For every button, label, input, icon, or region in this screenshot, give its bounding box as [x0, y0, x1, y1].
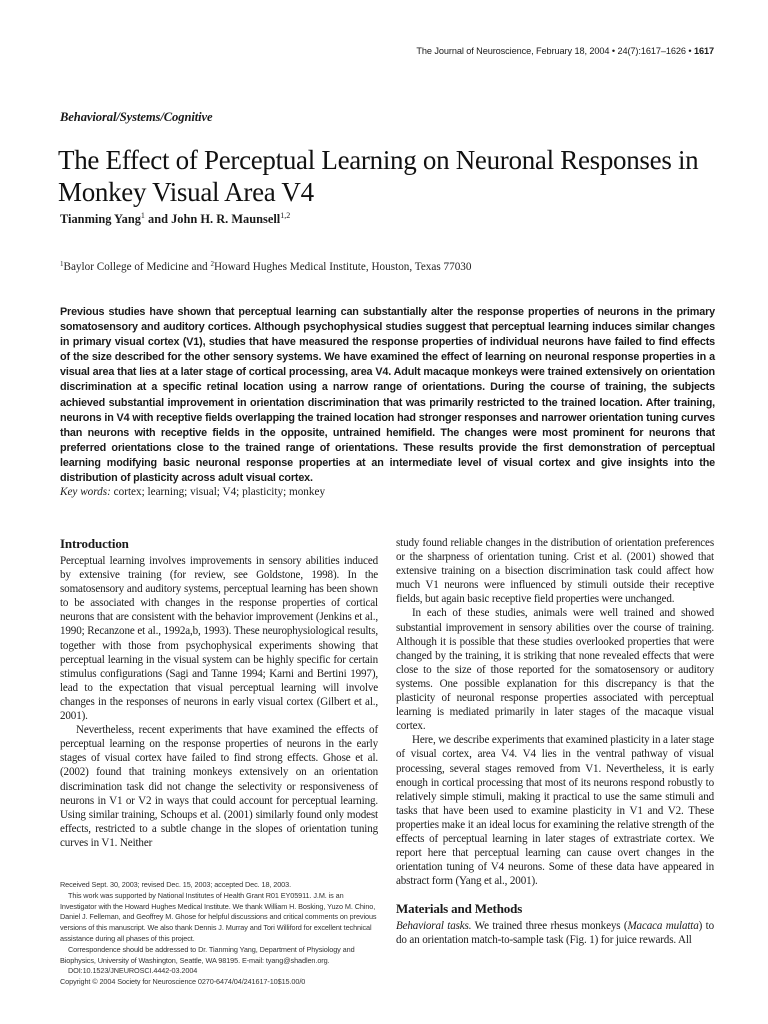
section-heading-methods: Materials and Methods [396, 901, 523, 917]
doi: DOI:10.1523/JNEUROSCI.4442-03.2004 [68, 966, 198, 976]
keywords-text: cortex; learning; visual; V4; plasticity; monkey [110, 486, 326, 498]
author-affil-sup: 1 [140, 211, 145, 220]
author-conjunction: and [144, 212, 172, 226]
paragraph: Perceptual learning involves improvements in sensory abilities induced by extensive training (for review, see Goldstone, 1998). In the somatosensory and auditory systems, perceptual learning has been shown to be associated with changes in the response properties of cortical neurons that are consistent with the behavior improvement (Jenkins et al., 1990; Recanzone et al., 1992a,b, 1993). These neurophysiological results, together with those from psychophysical experiments showing that perceptual learning in the visual system can be highly specific for certain stimulus configurations (Sagi and Tanne 1994; Karni and Bertini 1997), lead to the expectation that visual perceptual learning will involve changes in the responses of neurons in early visual cortex (Gilbert et al., 2001). [60, 555, 378, 723]
paragraph: Nevertheless, recent experiments that have examined the effects of perceptual learning on the response properties of neurons in the early stages of visual cortex have failed to find strong effects. Ghose et al. (2002) found that training monkeys extensively on an orientation discrimination task did not change the selectivity or responsiveness of neurons in V1 or V2 in ways that could account for perceptual learning. Using similar training, Schoups et al. (2001) similarly found only modest effects, restricted to a subtle change in the slopes of orientation tuning curves in V1. Neither [60, 724, 378, 849]
footnotes [60, 880, 380, 988]
paragraph: study found reliable changes in the distribution of orientation preferences or the sharpness of orientation tuning. Crist et al. (2001) showed that extensive training on a bisection discrimination task could affect how much V1 neurons were influenced by stimuli outside their receptive fields, but again basic receptive field properties were unchanged. [396, 537, 714, 606]
paragraph: Here, we describe experiments that examined plasticity in a later stage of visual cortex, area V4. V4 lies in the ventral pathway of visual processing, several stages removed from V1. Nevertheless, it is early enough in cortical processing that most of its neurons respond robustly to relatively simple stimuli, making it practical to use the same stimuli and tasks that have been used to examine plasticity in V1 and V2. These properties make it an ideal locus for examining the relative strength of the effects of perceptual learning in later stages of extrastriate cortex. We report here that perceptual learning can cause overt changes in the orientation tuning of V4 neurons. Some of these data have appeared in abstract form (Yang et al., 2001). [396, 734, 715, 888]
abstract: Previous studies have shown that perceptual learning can substantially alter the response properties of neurons in the primary somatosensory and auditory cortices. Although psychophysical studies suggest that perceptual learning induces similar changes in primary visual cortex (V1), studies that have measured the response properties of individual neurons have failed to find effects of the size described for the other sensory systems. We have examined the effect of learning on neuronal response properties in a visual area that lies at a later stage of cortical processing, area V4. Adult macaque monkeys were trained extensively on orientation discrimination at a specific retinal location using a narrow range of orientations. During the course of training, the subjects achieved substantial improvement in orientation discrimination that was primarily restricted to the trained location. After training, neurons in V4 with receptive fields overlapping the trained location had stronger responses and narrower orientation tuning curves than neurons with receptive fields in the opposite, untrained hemifield. The changes were most prominent for neurons that preferred orientations close to the trained range of orientations. These results provide the first demonstration of perceptual learning modifying basic neuronal response properties at an intermediate level of visual cortex and give insights into the distribution of plasticity across adult visual cortex. [60, 306, 715, 485]
paragraph [396, 919, 714, 947]
author-name: John H. R. Maunsell [171, 212, 281, 226]
text-span: We trained three rhesus monkeys ( [471, 920, 628, 933]
journal-citation: The Journal of Neuroscience, February 18, 2004 • 24(7):1617–1626 • [416, 46, 692, 56]
article-title: The Effect of Perceptual Learning on Neuronal Responses in Monkey Visual Area V4 [58, 145, 699, 207]
affiliation-2: Howard Hughes Medical Institute, Houston, Texas 77030 [213, 261, 472, 273]
affil-sup: 2 [210, 260, 214, 268]
copyright: Copyright © 2004 Society for Neuroscience 0270-6474/04/241617-10$15.00/0 [60, 977, 306, 987]
affiliation-1: Baylor College of Medicine and [63, 261, 211, 273]
subsection-heading: Behavioral tasks. [396, 920, 472, 933]
correspondence: Correspondence should be addressed to Dr. Tianming Yang, Department of Physiology and Biophysics, University of Washington, Seattle, WA 98195. E-mail: tyang@shadlen.org. [60, 944, 355, 965]
keywords-label: Key words: [60, 486, 111, 498]
left-column [60, 536, 378, 850]
affil-sup: 1 [60, 260, 64, 268]
received-dates: Received Sept. 30, 2003; revised Dec. 15, 2003; accepted Dec. 18, 2003. [60, 880, 292, 889]
author-name: Tianming Yang [60, 212, 141, 226]
author-affil-sup: 1,2 [280, 211, 291, 220]
paragraph: In each of these studies, animals were well trained and showed substantial improvement in sensory abilities over the course of training. Although it is possible that these studies overlooked properties that were changed by the training, it is striking that none revealed effects that were close to the size of those reported for the somatosensory or auditory systems. One possible explanation for this discrepancy is that the plasticity of neuronal response properties associated with perceptual learning is mediated primarily in later stages of the macaque visual cortex. [396, 607, 714, 733]
affiliations [60, 260, 471, 273]
species-name: Macaca mulatta [627, 920, 699, 933]
funding-acknowledgment: This work was supported by National Institutes of Health Grant R01 EY05911. J.M. is an Investigator with the Howard Hughes Medical Institute. We thank William H. Bosking, Yuzo M. Chino, Daniel J. Felleman, and Geoffrey M. Ghose for helpful discussions and critical comments on previous versions of this manuscript. We also thank Dennis J. Murray and Tori Williford for excellent technical assistance during all phases of this project. [60, 890, 377, 943]
right-column [396, 536, 714, 948]
running-header [60, 46, 714, 56]
author-list [60, 211, 290, 227]
text-span: ) to do an orientation match-to-sample task (Fig. 1) for juice rewards. All [396, 920, 714, 947]
section-heading-introduction: Introduction [60, 536, 129, 551]
section-tag: Behavioral/Systems/Cognitive [60, 110, 213, 124]
page-number: 1617 [693, 46, 714, 56]
keywords [60, 486, 325, 498]
